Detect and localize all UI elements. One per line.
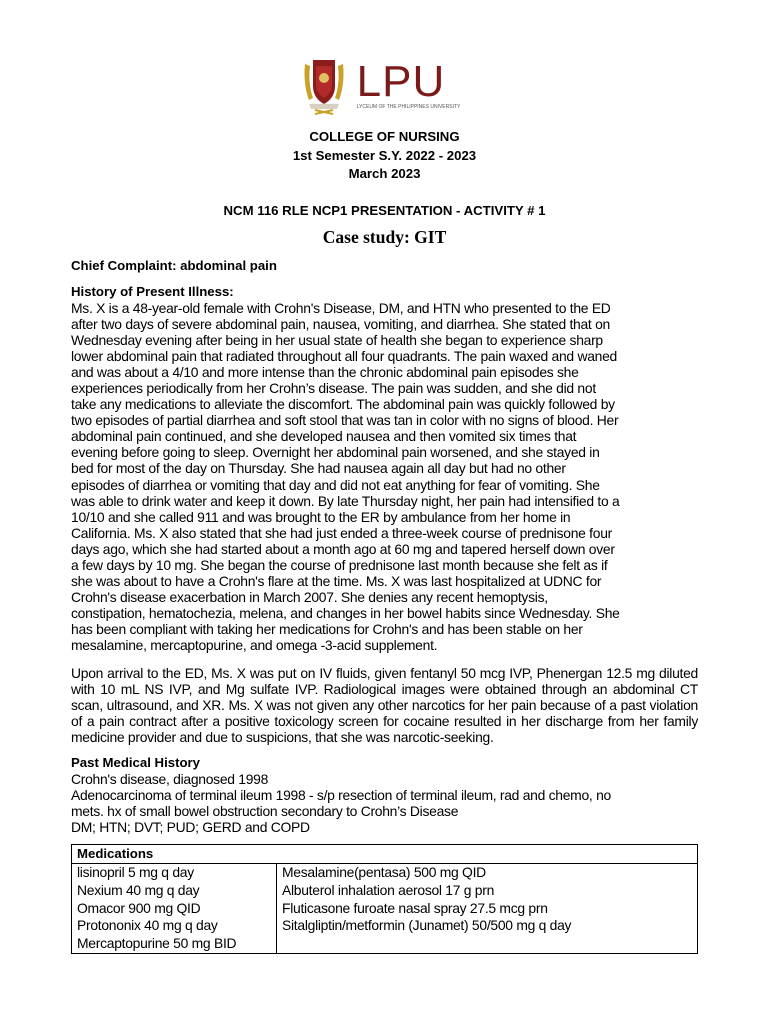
hpi-line: take any medications to alleviate the discomfort. The abdominal pain was quickly followed by [71, 396, 615, 413]
hpi-line: after two days of severe abdominal pain, nausea, vomiting, and diarrhea. She stated that on [71, 315, 610, 332]
pmh-line: Crohn's disease, diagnosed 1998 [71, 771, 269, 788]
lpu-crest-icon [301, 54, 347, 116]
hpi-line: two episodes of partial diarrhea and soft stool that was tan in color with no signs of blood. Her [71, 412, 619, 429]
hpi-line: a few days by 10 mg. She began the course of prednisone last month because she felt as if [71, 557, 608, 573]
medication-item: Nexium 40 mg q day [77, 881, 200, 898]
lpu-subtitle: LYCEUM OF THE PHILIPPINES UNIVERSITY [356, 104, 461, 110]
hpi-paragraph [71, 300, 698, 654]
semester-line: 1st Semester S.Y. 2022 - 2023 [292, 147, 477, 163]
medications-heading: Medications [72, 845, 698, 864]
case-title: Case study: GIT [322, 226, 447, 247]
medications-body-row [72, 864, 698, 954]
hpi-line: bed for most of the day on Thursday. She had nausea again all day but had no other [71, 460, 566, 477]
hpi-line: lower abdominal pain that radiated throughout all four quadrants. The pain waxed and waned [71, 347, 617, 364]
pmh-line: mets. hx of small bowel obstruction secondary to Crohn’s Disease [71, 803, 459, 820]
hpi-line: California. Ms. X also stated that she had just ended a three-week course of prednisone four [71, 524, 612, 541]
medications-left-column [72, 864, 277, 954]
hpi-line: days ago, which she had started about a month ago at 60 mg and tapered herself down over [71, 540, 615, 557]
pmh-line: DM; HTN; DVT; PUD; GERD and COPD [71, 819, 310, 836]
hpi-line: mesalamine, mercaptopurine, and omega -3-acid supplement. [71, 637, 438, 654]
hpi-line: and was about a 4/10 and more intense than the chronic abdominal pain episodes she [71, 363, 579, 380]
hpi-line: constipation, hematochezia, melena, and changes in her bowel habits since Wednesday. She [71, 605, 620, 622]
medication-item: lisinopril 5 mg q day [77, 864, 194, 881]
hpi-line: 10/10 and she called 911 and was brought to the ER by ambulance from her home in [71, 508, 571, 525]
medication-item: Omacor 900 mg QID [77, 899, 201, 916]
medication-item: Albuterol inhalation aerosol 17 g prn [282, 881, 495, 898]
hpi-paragraph-2: Upon arrival to the ED, Ms. X was put on IV fluids, given fentanyl 50 mcg IVP, Phenergan 12.5 mg diluted with 10 mL NS IVP, and Mg sulfate IVP. Radiological images were obtained through an abdominal CT scan, ultrasound, and XR. Ms. X was not given any other narcotics for her pain because of a past violation of a pain contract after a positive toxicology screen for cocaine resulted in her discharge from her family medicine provider and due to suspicions, that she was narcotic-seeking. [71, 664, 698, 745]
medication-item: Mercaptopurine 50 mg BID [77, 934, 237, 951]
hpi-line: she was about to have a Crohn's flare at the time. Ms. X was last hospitalized at UDNC for [71, 573, 602, 590]
hpi-line: episodes of diarrhea or vomiting that day and did not eat anything for fear of vomiting. She [71, 476, 600, 493]
medications-right-column [277, 864, 698, 954]
hpi-line: was able to drink water and keep it down. By late Thursday night, her pain had intensified to a [71, 492, 620, 509]
hpi-line: Crohn's disease exacerbation in March 2007. She denies any recent hemoptysis, [71, 589, 548, 606]
hpi-heading: History of Present Illness: [71, 283, 234, 299]
medications-header-row [72, 845, 698, 864]
medication-item: Protononix 40 mg q day [77, 917, 218, 934]
lpu-logo [63, 50, 698, 120]
lpu-wordmark: LPU [356, 57, 446, 106]
document-page [71, 50, 698, 954]
hpi-line: abdominal pain continued, and she developed nausea and then vomited six times that [71, 428, 577, 445]
date-line: March 2023 [348, 166, 421, 181]
medication-item: Fluticasone furoate nasal spray 27.5 mcg prn [282, 899, 548, 916]
medication-item: Sitalgliptin/metformin (Junamet) 50/500 mg q day [282, 917, 572, 934]
hpi-line: experiences periodically from her Crohn’s disease. The pain was sudden, and she did not [71, 379, 596, 396]
medication-item: Mesalamine(pentasa) 500 mg QID [282, 864, 486, 881]
activity-title: NCM 116 RLE NCP1 PRESENTATION - ACTIVITY # 1 [223, 202, 546, 218]
pmh-heading: Past Medical History [71, 755, 200, 771]
medications-table [71, 844, 698, 953]
hpi-line: Ms. X is a 48-year-old female with Crohn's Disease, DM, and HTN who presented to the ED [71, 299, 611, 316]
chief-complaint: Chief Complaint: abdominal pain [71, 257, 277, 273]
college-name: COLLEGE OF NURSING [309, 129, 460, 144]
hpi-line: has been compliant with taking her medications for Crohn's and has been stable on her [71, 621, 583, 638]
lpu-wordmark-block [356, 57, 461, 110]
pmh-line: Adenocarcinoma of terminal ileum 1998 - s/p resection of terminal ileum, rad and chemo, no [71, 787, 611, 804]
hpi-line: Wednesday evening after being in her usual state of health she began to experience sharp [71, 331, 603, 348]
hpi-line: evening before going to sleep. Overnight her abdominal pain worsened, and she stayed in [71, 444, 600, 461]
